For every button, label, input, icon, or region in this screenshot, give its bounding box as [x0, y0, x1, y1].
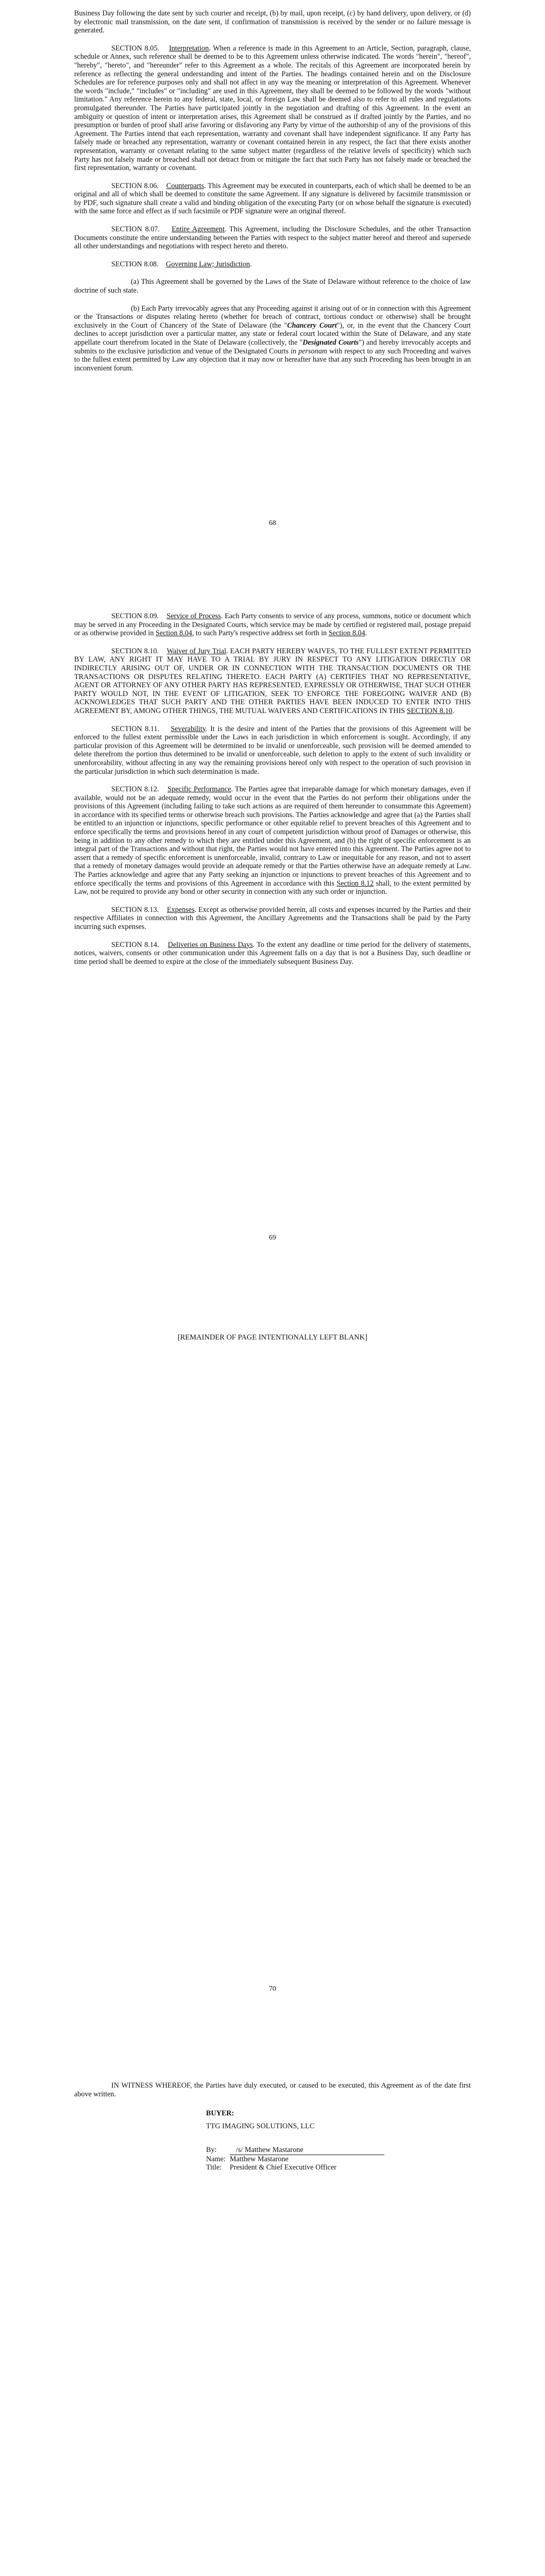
signer-title: President & Chief Executive Officer: [230, 2163, 336, 2172]
cross-reference: Section 8.04: [156, 629, 192, 638]
section-8-09: SECTION 8.09. Service of Process. Each Party consents to service of any process, summons, notice or document which may be served in any Proceeding in the Designated Courts, which service may be made by certified or registered mail, postage prepaid or as otherwise provided in Section 8.04, to such Party's respective address set forth in Section 8.04.: [74, 612, 471, 638]
witness-clause: IN WITNESS WHEREOF, the Parties have duly executed, or caused to be executed, this Agreement as of the date first above written.: [74, 2081, 471, 2098]
page-number: 68: [269, 519, 276, 527]
section-8-08-a: (a) This Agreement shall be governed by the Laws of the State of Delaware without reference to the choice of law doctrine of such state.: [74, 278, 471, 295]
company-name: TTG IMAGING SOLUTIONS, LLC: [206, 2122, 315, 2130]
name-row: [206, 2155, 474, 2164]
section-8-07: SECTION 8.07. Entire Agreement. This Agreement, including the Disclosure Schedules, and the other Transaction Documents constitute the entire understanding between the Parties with respect to the subject matter hereof and thereof and supersede all other understandings and negotiations with respect hereto and thereto.: [74, 225, 471, 251]
section-heading: Deliveries on Business Days: [167, 940, 253, 949]
section-heading: Waiver of Jury Trial: [166, 647, 227, 655]
by-label: By:: [206, 2146, 217, 2155]
signature-block: [206, 2109, 474, 2172]
section-8-14: SECTION 8.14. Deliveries on Business Days. To the extent any deadline or time period for the delivery of statements, notices, waivers, consents or other communication under this Agreement falls on a day that is not a Business Day, such deadline or time period shall be deemed to expire at the close of the immediately subsequent Business Day.: [74, 940, 471, 966]
section-heading: Specific Performance: [167, 785, 231, 794]
signature-page-body: [74, 2081, 471, 2108]
section-8-08-b: (b) Each Party irrevocably agrees that any Proceeding against it arising out of or in connection with this Agreement or the Transactions or disputes relating hereto (whether for breach of contract, tortious conduct or otherwise) shall be brought exclusively in the Court of Chancery of the State of Delaware (the "Chancery Court"), or, in the event that the Chancery Court declines to accept jurisdiction over a particular matter, any state or federal court located within the State of Delaware, and any state appellate court therefrom located in the State of Delaware (collectively, the "Designated Courts") and hereby irrevocably accepts and submits to the exclusive jurisdiction and venue of the Designated Courts in personam with respect to any such Proceeding and waives to the fullest extent permitted by Law any objection that it may now or hereafter have that any such Proceeding has been brought in an inconvenient forum.: [74, 304, 471, 372]
blank-page-note: [REMAINDER OF PAGE INTENTIONALLY LEFT BLANK]: [177, 1333, 368, 1342]
title-label: Title:: [206, 2163, 222, 2172]
section-heading: Service of Process: [166, 612, 221, 620]
page-68-body: [74, 9, 471, 382]
cross-reference: Section 8.12: [336, 879, 374, 888]
page-number: 69: [269, 1234, 276, 1242]
buyer-label: BUYER:: [206, 2109, 234, 2117]
paragraph-notices-tail: Business Day following the date sent by such courier and receipt, (b) by mail, upon receipt, (c) by hand delivery, upon delivery, or (d) by electronic mail transmission, on the date sent, if confirmation of transmission is received by the sender or no failure message is generated.: [74, 9, 471, 35]
signer-name: Matthew Mastarone: [230, 2155, 288, 2163]
section-heading: Entire Agreement: [172, 225, 225, 234]
section-heading: Expenses: [166, 905, 195, 914]
by-row: [206, 2146, 474, 2155]
section-8-12: SECTION 8.12. Specific Performance. The Parties agree that irreparable damage for which monetary damages, even if available, would not be an adequate remedy, would occur in the event that the Parties do not perform their obligations under the provisions of this Agreement (including failing to take such actions as are required of them hereunder to consummate this Agreement) in accordance with its specified terms or otherwise breach such provisions. The Parties acknowledge and agree that (a) the Parties shall be entitled to an injunction or injunctions, specific performance or other equitable relief to prevent breaches of this Agreement and to enforce specifically the terms and provisions hereof in any court of competent jurisdiction without proof of Damages or otherwise, this being in addition to any other remedy to which they are entitled under this Agreement, and (b) the right of specific enforcement is an integral part of the Transactions and without that right, the Parties would not have entered into this Agreement. The Parties agree not to assert that a remedy of specific enforcement is unenforceable, invalid, contrary to Law or inequitable for any reason, and not to assert that a remedy of monetary damages would provide an adequate remedy or that the Parties otherwise have an adequate remedy at Law. The Parties acknowledge and agree that any Party seeking an injunction or injunctions to prevent breaches of this Agreement and to enforce specifically the terms and provisions of this Agreement in accordance with this Section 8.12 shall, to the extent permitted by Law, not be required to provide any bond or other security in connection with any such order or injunction.: [74, 785, 471, 896]
signature: /s/ Matthew Mastarone: [236, 2146, 303, 2155]
section-8-10: SECTION 8.10. Waiver of Jury Trial. EACH PARTY HEREBY WAIVES, TO THE FULLEST EXTENT PERMITTED BY LAW, ANY RIGHT IT MAY HAVE TO A TRIAL BY JURY IN RESPECT TO ANY LITIGATION DIRECTLY OR INDIRECTLY ARISING OUT OF, UNDER OR IN CONNECTION WITH THE TRANSACTION DOCUMENTS OR THE TRANSACTIONS OR DISPUTES RELATING THERETO. EACH PARTY (A) CERTIFIES THAT NO REPRESENTATIVE, AGENT OR ATTORNEY OF ANY OTHER PARTY HAS REPRESENTED, EXPRESSLY OR OTHERWISE, THAT SUCH OTHER PARTY WOULD NOT, IN THE EVENT OF LITIGATION, SEEK TO ENFORCE THE FOREGOING WAIVER AND (B) ACKNOWLEDGES THAT SUCH PARTY AND THE OTHER PARTIES HAVE BEEN INDUCED TO ENTER INTO THIS AGREEMENT BY, AMONG OTHER THINGS, THE MUTUAL WAIVERS AND CERTIFICATIONS IN THIS SECTION 8.10.: [74, 647, 471, 715]
section-8-06: SECTION 8.06. Counterparts. This Agreement may be executed in counterparts, each of which shall be deemed to be an original and all of which shall be deemed to constitute the same Agreement. If any signature is delivered by facsimile transmission or by PDF, such signature shall create a valid and binding obligation of the executing Party (or on whose behalf the signature is executed) with the same force and effect as if such facsimile or PDF signature were an original thereof.: [74, 181, 471, 216]
signature-line: [230, 2146, 384, 2155]
cross-reference: SECTION 8.10: [406, 706, 453, 715]
section-heading: Interpretation: [169, 44, 209, 53]
title-row: [206, 2163, 474, 2172]
section-8-13: SECTION 8.13. Expenses. Except as otherwise provided herein, all costs and expenses incurred by the Parties and their respective Affiliates in connection with this Agreement, the Ancillary Agreements and the Transactions shall be paid by the Party incurring such expenses.: [74, 905, 471, 931]
defined-term: Chancery Court: [287, 321, 337, 330]
section-8-05: SECTION 8.05. Interpretation. When a reference is made in this Agreement to an Article, Section, paragraph, clause, schedule or Annex, such reference shall be deemed to be to this Agreement unless otherwise indicated. The words "herein", "hereof", "hereby", "hereto", and "hereunder" refer to this Agreement as a whole. The recitals of this Agreement are incorporated herein by reference as reflecting the general understanding and intent of the Parties. The headings contained herein and on the Disclosure Schedules are for reference purposes only and shall not affect in any way the meaning or interpretation of this Agreement. Whenever the words "include," "includes" or "including" are used in this Agreement, they shall be deemed to be followed by the words "without limitation." Any reference herein to any federal, state, local, or foreign Law shall be deemed also to refer to all rules and regulations promulgated thereunder. The Parties have participated jointly in the negotiation and drafting of this Agreement. In the event an ambiguity or question of intent or interpretation arises, this Agreement shall be construed as if drafted jointly by the Parties, and no presumption or burden of proof shall arise favoring or disfavoring any Party by virtue of the authorship of any of the provisions of this Agreement. The Parties intend that each representation, warranty and covenant shall have independent significance. If any Party has falsely made or breached any representation, warranty or covenant contained herein in any respect, the fact that there exists another representation, warranty or covenant relating to the same subject matter (regardless of the relative levels of specificity) which such Party has not falsely made or breached shall not detract from or mitigate the fact that such Party has not falsely made or breached the first representation, warranty or covenant.: [74, 44, 471, 173]
section-heading: Severability: [171, 724, 206, 733]
section-heading: Counterparts: [166, 181, 205, 190]
page-number: 70: [269, 1985, 276, 1993]
section-8-11: SECTION 8.11. Severability. It is the desire and intent of the Parties that the provisions of this Agreement will be enforced to the fullest extent permissible under the Laws in each jurisdiction in which enforcement is sought. Accordingly, if any particular provision of this Agreement will be determined to be invalid or unenforceable, such provision will be deemed amended to delete therefrom the portion thus determined to be invalid or unenforceable, such deletion to apply to the extent of such invalidity or unenforceability, without affecting in any way the remaining provisions hereof only with respect to the operation of such provision in the particular jurisdiction in which such determination is made.: [74, 724, 471, 776]
cross-reference: Section 8.04: [328, 629, 365, 638]
name-label: Name:: [206, 2155, 226, 2163]
section-8-08: SECTION 8.08. Governing Law; Jurisdiction.: [111, 260, 252, 268]
section-heading: Governing Law; Jurisdiction: [166, 260, 250, 268]
defined-term: Designated Courts: [302, 338, 359, 347]
page-69-body: [74, 612, 471, 975]
